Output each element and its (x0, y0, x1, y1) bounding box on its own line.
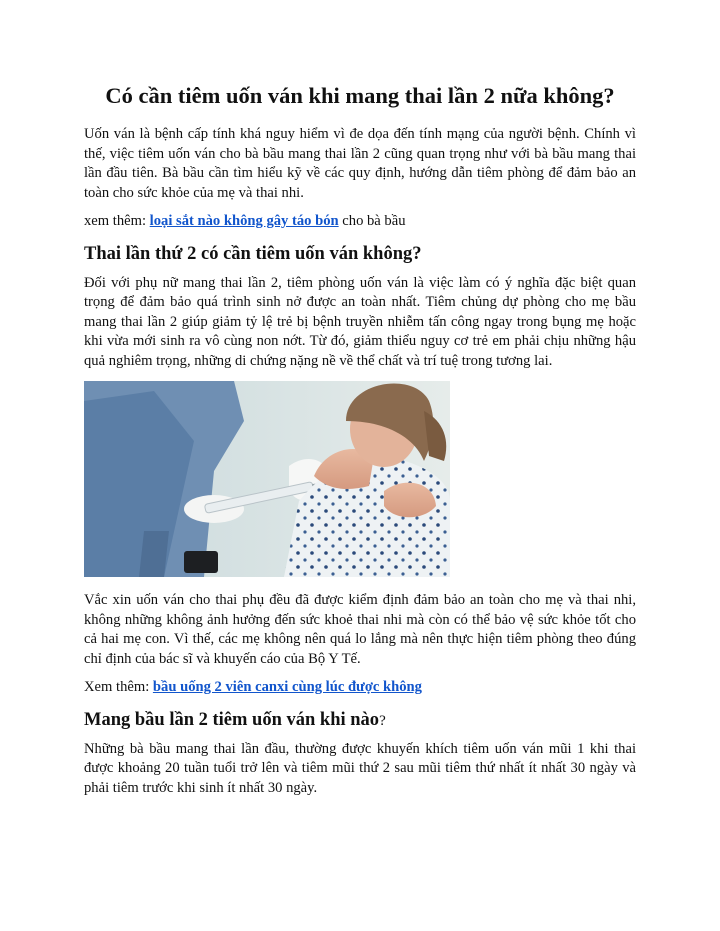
vaccination-photo (84, 381, 450, 577)
section-paragraph-second-pregnancy: Đối với phụ nữ mang thai lần 2, tiêm phòng uốn ván là việc làm có ý nghĩa đặc biệt quan trọng để đảm bảo quá trình sinh nở được an toàn nhất. Tiêm chủng dự phòng cho mẹ bầu mang thai lần 2 giúp giảm tỷ lệ trẻ bị bệnh truyền nhiễm tấn công ngay trong bụng mẹ hoặc khi vừa mới sinh ra vô cùng non nớt. Từ đó, giảm thiểu nguy cơ trẻ em phải chịu những hậu quả nghiêm trọng, những di chứng nặng nề về thể chất và trí tuệ trong tương lai. (84, 274, 636, 369)
see-also-line-1 (84, 212, 636, 232)
see-also-prefix-2: Xem thêm: (84, 679, 153, 696)
section-paragraph-when-to-vaccinate: Những bà bầu mang thai lần đầu, thường được khuyến khích tiêm uốn ván mũi 1 khi thai được khoảng 20 tuần tuổi trở lên và tiêm mũi thứ 2 sau mũi tiêm thứ nhất ít nhất 30 ngày và phải tiêm trước khi sinh ít nhất 30 ngày. (84, 740, 636, 796)
page-title: Có cần tiêm uốn ván khi mang thai lần 2 nữa không? (105, 83, 615, 108)
section-heading-second-pregnancy: Thai lần thứ 2 có cần tiêm uốn ván không? (84, 243, 422, 264)
intro-paragraph: Uốn ván là bệnh cấp tính khá nguy hiểm vì đe dọa đến tính mạng của người bệnh. Chính vì thế, việc tiêm uốn ván cho bà bầu mang thai lần 2 cũng quan trọng như với bà bầu mang thai lần đầu tiên. Bà bầu cần tìm hiểu kỹ về các quy định, hướng dẫn tiêm phòng để đảm bảo an toàn cho sức khỏe của mẹ và thai nhi. (84, 126, 636, 201)
see-also-line-2 (84, 678, 636, 698)
section-heading-when-to-vaccinate (84, 709, 636, 732)
vaccine-safety-paragraph: Vắc xin uốn ván cho thai phụ đều đã được kiểm định đảm bảo an toàn cho mẹ và thai nhi, không những không ảnh hưởng đến sức khoẻ thai nhi mà còn có thể bảo vệ sức khỏe tốt cho cả hai mẹ con. Vì thế, các mẹ không nên quá lo lắng mà nên thực hiện tiêm phòng theo đúng chỉ định của bác sĩ và khuyến cáo của Bộ Y Tế. (84, 592, 636, 667)
see-also-suffix: cho bà bầu (338, 213, 406, 229)
section-heading-text: Mang bầu lần 2 tiêm uốn ván khi nào (84, 709, 380, 730)
see-also-prefix: xem thêm: (84, 213, 150, 229)
iron-constipation-link[interactable]: loại sắt nào không gây táo bón (149, 213, 339, 229)
section-heading-question-mark: ? (379, 712, 386, 729)
calcium-tablets-link[interactable]: bầu uống 2 viên canxi cùng lúc được không (152, 679, 422, 696)
